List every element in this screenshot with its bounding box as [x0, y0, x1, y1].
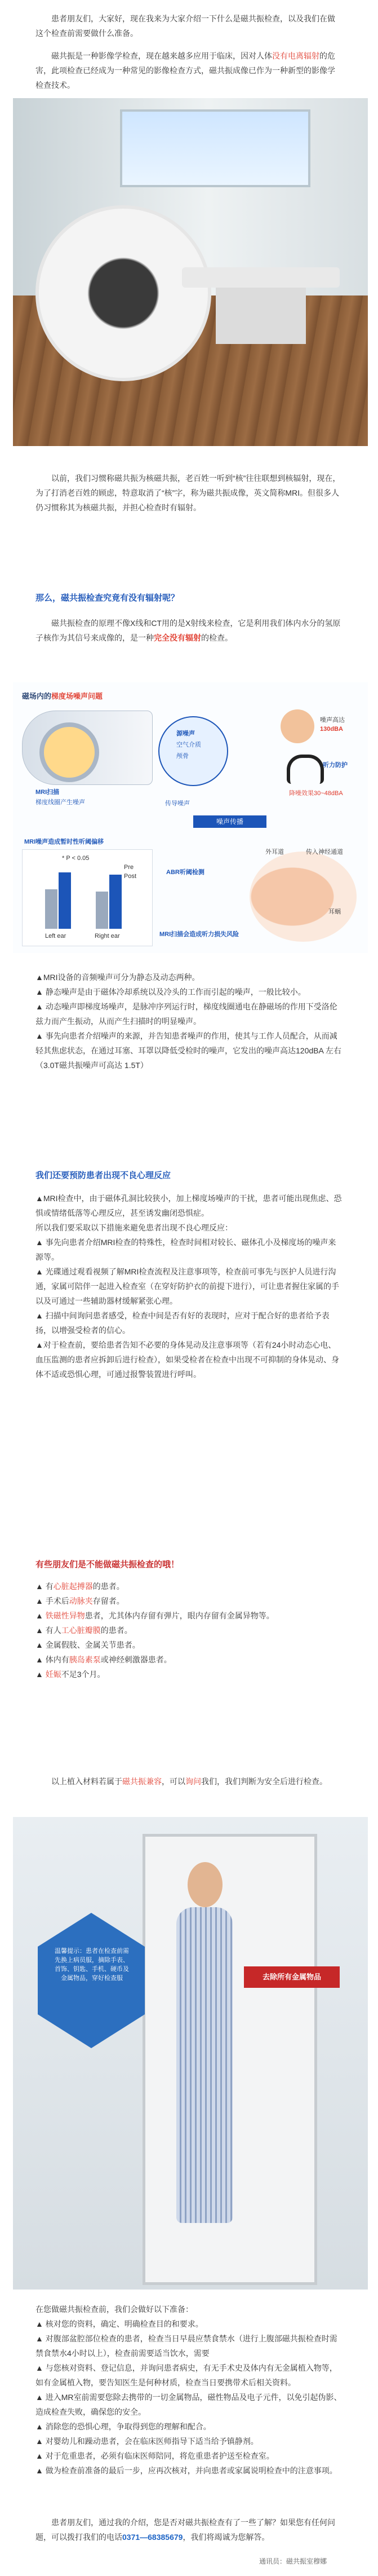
- threshold-chart: [22, 849, 153, 946]
- text-span: ▲ 金属假肢、金属关节患者。: [35, 1640, 140, 1649]
- text-span: 的危害，此项检查已经成为一种常见的影像检查方式，磁共振成像已作为一种新型的影像学检查技术。: [35, 51, 335, 90]
- highlight-no-radiation: 完全没有辐射: [154, 633, 201, 642]
- text-span: 磁共振兼容: [122, 1777, 162, 1786]
- chart-p-value: * P < 0.05: [62, 855, 90, 862]
- text-span: MRI噪声造成: [24, 839, 61, 845]
- contra-item: [35, 1652, 343, 1667]
- text-span: 的检查。: [201, 633, 233, 642]
- text-span: 询问: [185, 1777, 201, 1786]
- ceiling-light-panel: [120, 109, 310, 187]
- mri-illustration: [22, 711, 153, 785]
- text-span: 听力损失风险: [202, 931, 239, 938]
- text-span: 铁磁性异物: [45, 1611, 85, 1620]
- intro-paragraph: 患者朋友们，大家好，现在我来为大家介绍一下什么是磁共振检查，以及我们在做这个检查前需要做什么准备。: [35, 14, 335, 38]
- text-span: 磁共振检查的原理不像X线和CT用的是X射线来检查，它是利用我们体内水分的氢原子核作为其信号来成像的，是一种: [35, 619, 341, 642]
- text-span: 磁场内的: [22, 692, 52, 700]
- text-span: 暂时性听阈偏移: [60, 839, 104, 845]
- paragraph-principle: [35, 616, 343, 645]
- noise-level-value: 130dBA: [320, 726, 343, 733]
- bottom-note: [159, 930, 239, 938]
- person-head: [188, 1862, 223, 1907]
- mri-bore: [39, 722, 99, 782]
- headphones-icon: [287, 755, 324, 784]
- mental-item: ▲ 光碟通过观看视频了解MRI检查流程及注意事项等，检查前可事先与医护人员进行沟通，家属可陪伴一起进入检查室（在穿好防护衣的前提下进行），可让患者握住家属的手以及可通过一些辅助器材缓解紧张心理。: [35, 1267, 339, 1305]
- paragraph-mri-definition: [35, 48, 343, 92]
- highlight-no-radiation: 没有电离辐射: [272, 51, 319, 60]
- noise-source-node: [158, 716, 228, 786]
- text-span: 工心脏瓣膜: [61, 1626, 101, 1635]
- contraindication-list: [35, 1579, 343, 1682]
- chart-legend-pre: Pre: [124, 864, 134, 871]
- bar-right-pre: [96, 892, 108, 929]
- air-label: 空气介质: [176, 742, 201, 748]
- gradient-label: 梯度线圈产生噪声: [35, 799, 85, 806]
- heading-psychological: 我们还要预防患者出现不良心理反应: [35, 1171, 171, 1180]
- patient-table-base: [216, 288, 306, 344]
- mri-label: MRI扫描: [35, 789, 60, 796]
- prep-item: ▲ 做为检查前准备的最后一步，应再次核对，并向患者或家属说明检查中的注意事项。: [35, 2466, 337, 2475]
- text-span: 以上植入材料若属于: [51, 1777, 122, 1786]
- text-span: ，我们将竭诚为您解答。: [183, 2533, 270, 2542]
- ear-illustration: [250, 852, 357, 942]
- noise-item: ▲MRI设备的音频噪声可分为静态及动态两种。: [35, 973, 200, 982]
- mental-item: 所以我们要采取以下措施来避免患者出现不良心理反应：: [35, 1223, 233, 1232]
- reduce-value: 降噪效果30~48dBA: [289, 790, 343, 797]
- text-span: 梯度场噪声问题: [51, 692, 103, 700]
- noise-item: ▲ 静态噪声是由于磁体冷却系统以及冷头的工作而引起的噪声，一般比较小。: [35, 987, 306, 996]
- preparation-section: [35, 2302, 343, 2478]
- contra-item: [35, 1594, 343, 1608]
- mental-section: [35, 1191, 343, 1382]
- diagram-title: [22, 690, 103, 701]
- text-span: ▲ 体内有: [35, 1655, 69, 1664]
- heading-contraindications: 有些朋友们是不能做磁共振检查的哦！: [35, 1560, 180, 1569]
- noise-section: [35, 970, 343, 1073]
- text-span: 胰岛素泵: [69, 1655, 101, 1664]
- text-span: ▲: [35, 1611, 46, 1620]
- heading-radiation-question: 那么，磁共振检查究竟有没有辐射呢？: [35, 593, 180, 603]
- person-body: [176, 1907, 233, 2223]
- text-span: 患者朋友们，通过我的介绍，您是否对磁共振检查有了一些了解？如果您有任何问题，可以拨打我们的电话: [35, 2518, 335, 2542]
- text-span: 患者，尤其体内存留有弹片，眼内存留有金属异物等。: [85, 1611, 274, 1620]
- text-span: 动脉夹: [69, 1596, 93, 1605]
- abr-label: ABR听阈检测: [166, 869, 204, 876]
- chart-x-left: Left ear: [45, 933, 66, 939]
- text-span: ，可以: [162, 1777, 185, 1786]
- contra-item: [35, 1579, 343, 1594]
- prep-item: ▲ 消除您的恐惧心理，争取得到您的理解和配合。: [35, 2422, 211, 2431]
- bone-label: 颅骨: [176, 753, 189, 760]
- ear-label-nerve: 传入神经通道: [306, 849, 343, 855]
- reduce-label: 听力防护: [323, 762, 348, 769]
- mental-item: ▲ 事先向患者介绍MRI检查的特殊性，检查时间相对较长、磁体孔小及梯度场的噪声来源等。: [35, 1238, 336, 1261]
- bar-left-pre: [45, 889, 57, 929]
- bar-right-post: [109, 875, 122, 929]
- contra-item: [35, 1623, 343, 1638]
- bar-left-post: [59, 872, 71, 929]
- patient-face: [281, 709, 314, 743]
- prep-item: ▲ 与您核对资料、登记信息，并询问患者病史，有无手术史及体内有无金属植入物等，如有金属植入物，要告知医生是何种材质，检查当日要携带术后相关资料。: [35, 2363, 337, 2387]
- text-span: ▲ 手术后: [35, 1596, 69, 1605]
- text-span: 的患者。: [100, 1626, 132, 1635]
- contra-item: [35, 1667, 343, 1682]
- prep-intro: 在您做磁共振检查前，我们会做好以下准备：: [35, 2305, 193, 2314]
- noise-item: ▲ 事先向患者介绍噪声的来源，并告知患者噪声的作用，使其与工作人员配合，从而减轻其焦虑状态，在通过耳塞、耳罩以降低受检时的噪声，它发出的噪声高达120dBA 左右（3.0T磁共振噪声可高达 1.5T）: [35, 1031, 341, 1070]
- text-span: 的患者。: [92, 1582, 124, 1591]
- text-span: 妊娠: [45, 1670, 61, 1679]
- text-span: 存留者。: [92, 1596, 124, 1605]
- contra-item: [35, 1608, 343, 1623]
- prep-item: ▲ 核对您的资料，确定、明确检查目的和要求。: [35, 2319, 203, 2328]
- prep-item: ▲ 对腹部盆腔部位检查的患者，检查当日早晨应禁食禁水（进行上腹部磁共振检查时需禁食禁水4小时以上），检查前需要适当饮水，需要: [35, 2334, 337, 2358]
- noise-diagram: [13, 682, 368, 953]
- chart-title: [24, 838, 104, 846]
- prep-item: ▲ 进入MR室前需要您除去携带的一切金属物品，磁性物品及电子元件，以免引起伪影、造成检查失败，确保您的安全。: [35, 2393, 342, 2416]
- paragraph-compatible: [35, 1774, 343, 1789]
- mri-scanner: [35, 205, 211, 381]
- mental-item: ▲对于检查前，要给患者告知不必要的身体晃动及注意事项等（若有24小时动态心电、血压监测的患者应拆卸后进行检查），如果受检者在检查中出现不可抑制的身体晃动、身体不适或恐惧心理，可通过报警装置进行呼叫。: [35, 1340, 339, 1379]
- text-span: MRI扫描会造成: [159, 931, 202, 938]
- tip-callout-text: 温馨提示：患者在检查前需先换上病员服，摘除手表、首饰、钥匙、手机、硬币及金属物品，穿好检查服: [55, 1948, 129, 1982]
- mental-item: ▲MRI检查中，由于磁体孔洞比较狭小，加上梯度场噪声的干扰，患者可能出现焦虑、恐惧或情绪低落等心理反应，甚至诱发幽闭恐惧症。: [35, 1194, 342, 1218]
- text-span: ▲ 有: [35, 1582, 54, 1591]
- text-span: 心脏起搏器: [53, 1582, 93, 1591]
- source-label: 源噪声: [176, 730, 195, 737]
- remove-metal-banner: 去除所有金属物品: [244, 1966, 340, 1988]
- prep-item: ▲ 对婴幼儿和躁动患者，会在临床医师指导下适当给予镇静剂。: [35, 2437, 259, 2446]
- phone-number[interactable]: 0371—68385679: [122, 2533, 183, 2542]
- text-span: ▲: [35, 1670, 46, 1679]
- noise-item: ▲ 动态噪声即梯度场噪声，是脉冲序列运行时，梯度线圈通电在静磁场的作用下受洛伦兹力而产生振动，从而产生扫描时的明显噪声。: [35, 1002, 337, 1026]
- mental-item: ▲ 扫描中间询问患者感受，检查中间是否有好的表现时，应对于配合好的患者给予表扬，以增强受检者的信心。: [35, 1311, 330, 1335]
- mri-room-photo: [13, 98, 368, 446]
- outro-paragraph: [35, 2515, 343, 2544]
- patient-table: [182, 267, 340, 288]
- contra-item: [35, 1638, 343, 1652]
- chart-x-right: Right ear: [95, 933, 120, 939]
- author-credit: 通讯员：磁共振室穆娜: [259, 2557, 327, 2565]
- path-label: 传导噪声: [165, 800, 190, 807]
- paragraph-history: 以前，我们习惯称磁共振为核磁共振，老百姓一听到“核”往往联想到核辐射，现在，为了打消老百姓的顾虑，特意取消了“核”字，称为磁共振成像，英文简称MRI。但很多人仍习惯称其为核磁共振，并担心检查时有辐射。: [35, 474, 341, 512]
- patient-gown-photo: [13, 1817, 368, 2290]
- text-span: 不足3个月。: [61, 1670, 105, 1679]
- text-span: 磁共振是一种影像学检查，现在越来越多应用于临床，因对人体: [51, 51, 272, 60]
- chart-legend-post: Post: [124, 873, 137, 880]
- prep-item: ▲ 对于危重患者，必须有临床医师陪同，将危重患者护送至检查室。: [35, 2451, 274, 2460]
- text-span: ▲ 有人: [35, 1626, 61, 1635]
- ear-label-canal: 外耳道: [265, 849, 284, 855]
- noise-propagation-band: 噪声传播: [193, 815, 266, 828]
- text-span: 或神经刺激器患者。: [100, 1655, 172, 1664]
- noise-level-label: 噪声高达: [320, 717, 345, 724]
- ear-label-cochlea: 耳蜗: [328, 908, 341, 915]
- text-span: 我们，我们判断为安全后进行检查。: [201, 1777, 327, 1786]
